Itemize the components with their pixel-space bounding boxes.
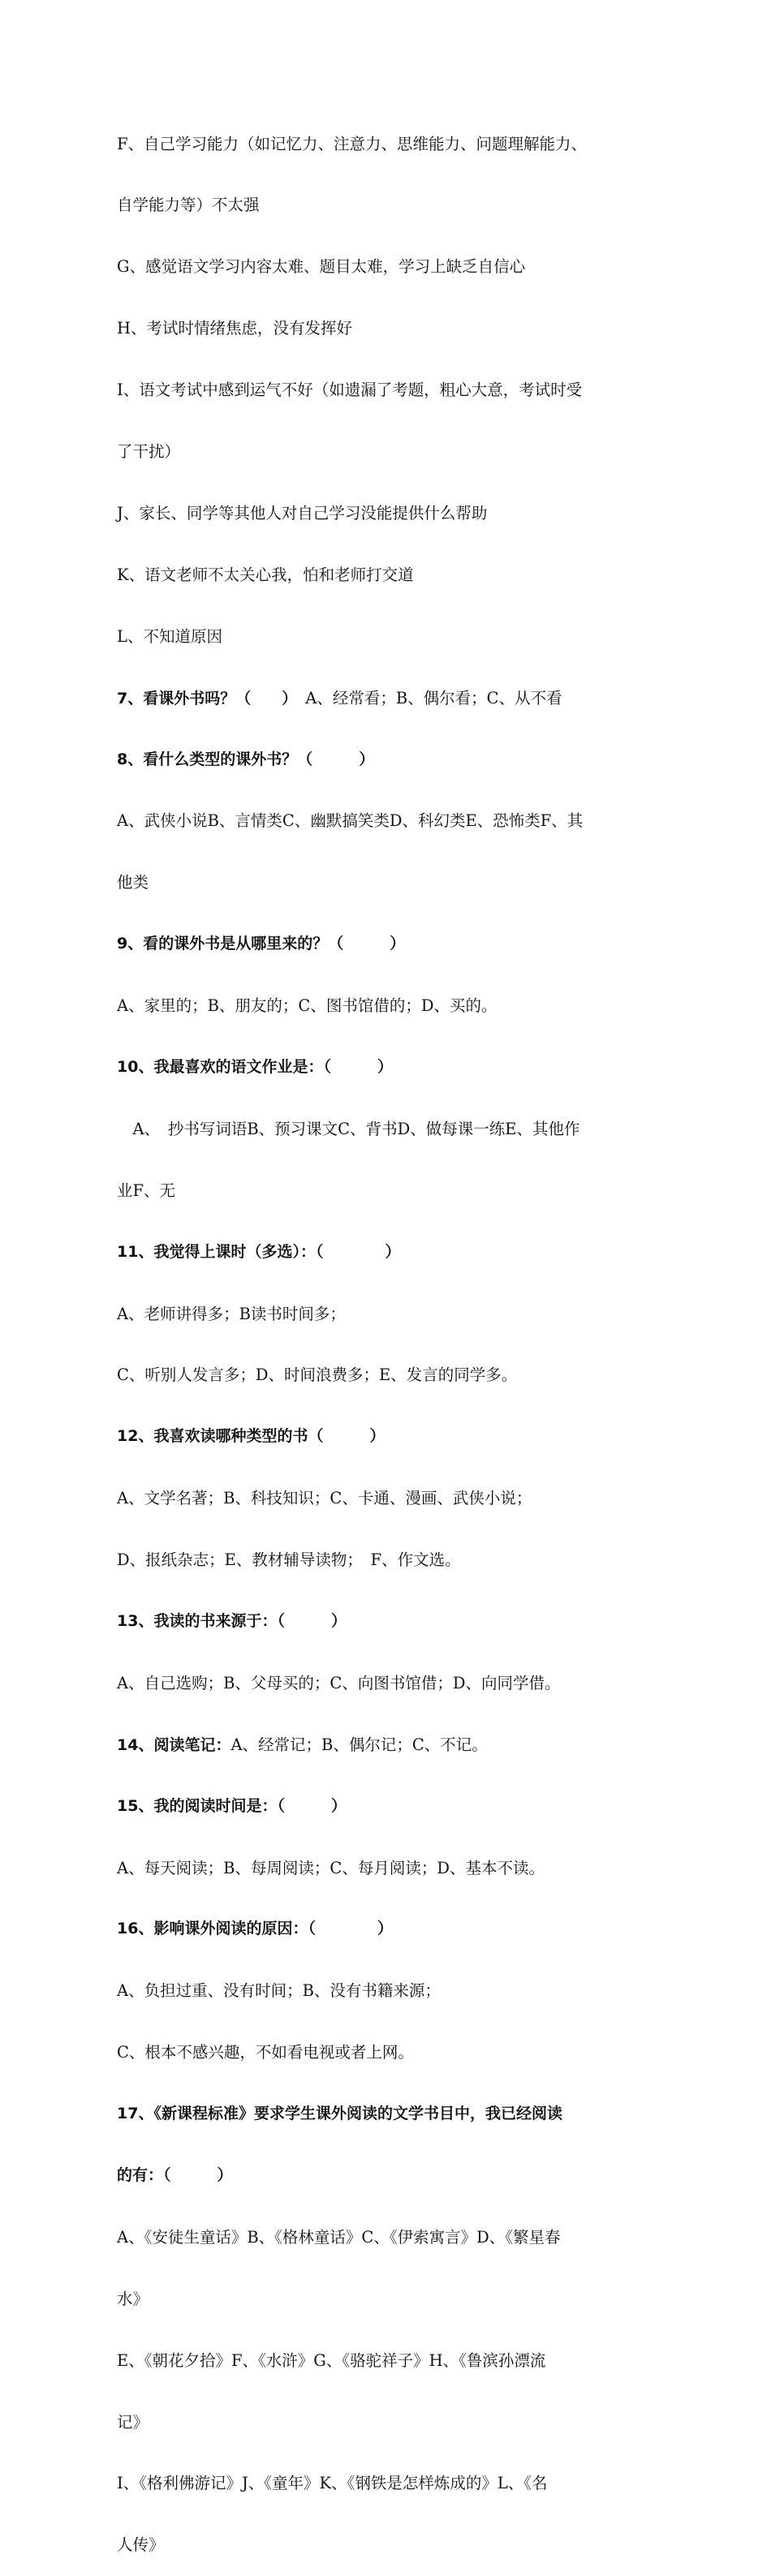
question-heading: 11、我觉得上课时（多选）：（ ） — [117, 1242, 401, 1261]
doc-line: A、 抄书写词语B、预习课文C、背书D、做每课一练E、其他作 — [117, 1119, 580, 1138]
question-heading: 13、我读的书来源于：（ ） — [117, 1611, 347, 1630]
question-heading: 15、我的阅读时间是：（ ） — [117, 1796, 347, 1815]
doc-line: E、《朝花夕拾》F、《水浒》G、《骆驼祥子》H、《鲁滨孙漂流 — [117, 2350, 546, 2370]
doc-line: 水》 — [117, 2289, 149, 2308]
doc-line: I、语文考试中感到运气不好（如遗漏了考题，粗心大意，考试时受 — [117, 381, 583, 400]
document-page — [117, 92, 657, 2576]
question-heading: 14、阅读笔记： — [117, 1735, 231, 1754]
doc-line: 记》 — [117, 2412, 149, 2432]
question-options: A、经常记；B、偶尔记；C、不记。 — [230, 1735, 488, 1754]
doc-line: 业F、无 — [117, 1180, 176, 1200]
doc-line: A、文学名著；B、科技知识；C、卡通、漫画、武侠小说； — [117, 1489, 532, 1508]
doc-line: 人传》 — [117, 2535, 165, 2555]
doc-line: K、语文老师不太关心我，怕和老师打交道 — [117, 565, 414, 584]
question-heading: 9、看的课外书是从哪里来的？（ ） — [117, 935, 406, 953]
doc-line: 了干扰） — [117, 442, 181, 462]
question-options: A、经常看；B、偶尔看；C、从不看 — [289, 688, 562, 707]
doc-line: A、自己选购；B、父母买的；C、向图书馆借；D、向同学借。 — [117, 1673, 561, 1692]
doc-line: 自学能力等）不太强 — [117, 196, 260, 215]
doc-line: C、听别人发言多；D、时间浪费多；E、发言的同学多。 — [117, 1365, 518, 1385]
doc-line: A、老师讲得多；B读书时间多； — [117, 1304, 346, 1323]
doc-line: I、《格利佛游记》J、《童年》K、《钢铁是怎样炼成的》L、《名 — [117, 2474, 548, 2493]
question-heading: 8、看什么类型的课外书？（ ） — [117, 750, 375, 768]
question-line — [117, 1735, 657, 1755]
question-heading: 16、影响课外阅读的原因：（ ） — [117, 1920, 393, 1938]
question-heading: 7、看课外书吗？（ ） — [117, 689, 290, 707]
doc-line: A、负担过重、没有时间；B、没有书籍来源； — [117, 1981, 441, 2001]
doc-line: G、感觉语文学习内容太难、题目太难，学习上缺乏自信心 — [117, 257, 526, 277]
question-heading: 17、《新课程标准》要求学生课外阅读的文学书目中，我已经阅读 — [117, 2105, 562, 2123]
doc-line: A、每天阅读；B、每周阅读；C、每月阅读；D、基本不读。 — [117, 1858, 545, 1877]
question-heading: 的有：（ ） — [117, 2165, 233, 2184]
doc-line: L、不知道原因 — [117, 626, 222, 646]
doc-line: F、自己学习能力（如记忆力、注意力、思维能力、问题理解能力、 — [117, 134, 588, 153]
doc-line: A、家里的；B、朋友的；C、图书馆借的；D、买的。 — [117, 996, 497, 1016]
doc-line: D、报纸杂志；E、教材辅导读物； F、作文选。 — [117, 1550, 461, 1570]
doc-line: C、根本不感兴趣，不如看电视或者上网。 — [117, 2043, 414, 2062]
question-heading: 12、我喜欢读哪种类型的书（ ） — [117, 1427, 386, 1446]
doc-line: A、《安徒生童话》B、《格林童话》C、《伊索寓言》D、《繁星春 — [117, 2227, 561, 2247]
doc-line: 他类 — [117, 873, 149, 892]
question-line — [117, 688, 657, 708]
doc-line: H、考试时情绪焦虑，没有发挥好 — [117, 319, 353, 338]
doc-line: J、家长、同学等其他人对自己学习没能提供什么帮助 — [117, 503, 488, 523]
question-heading: 10、我最喜欢的语文作业是：（ ） — [117, 1057, 393, 1076]
doc-line: A、武侠小说B、言情类C、幽默搞笑类D、科幻类E、恐怖类F、其 — [117, 811, 584, 831]
